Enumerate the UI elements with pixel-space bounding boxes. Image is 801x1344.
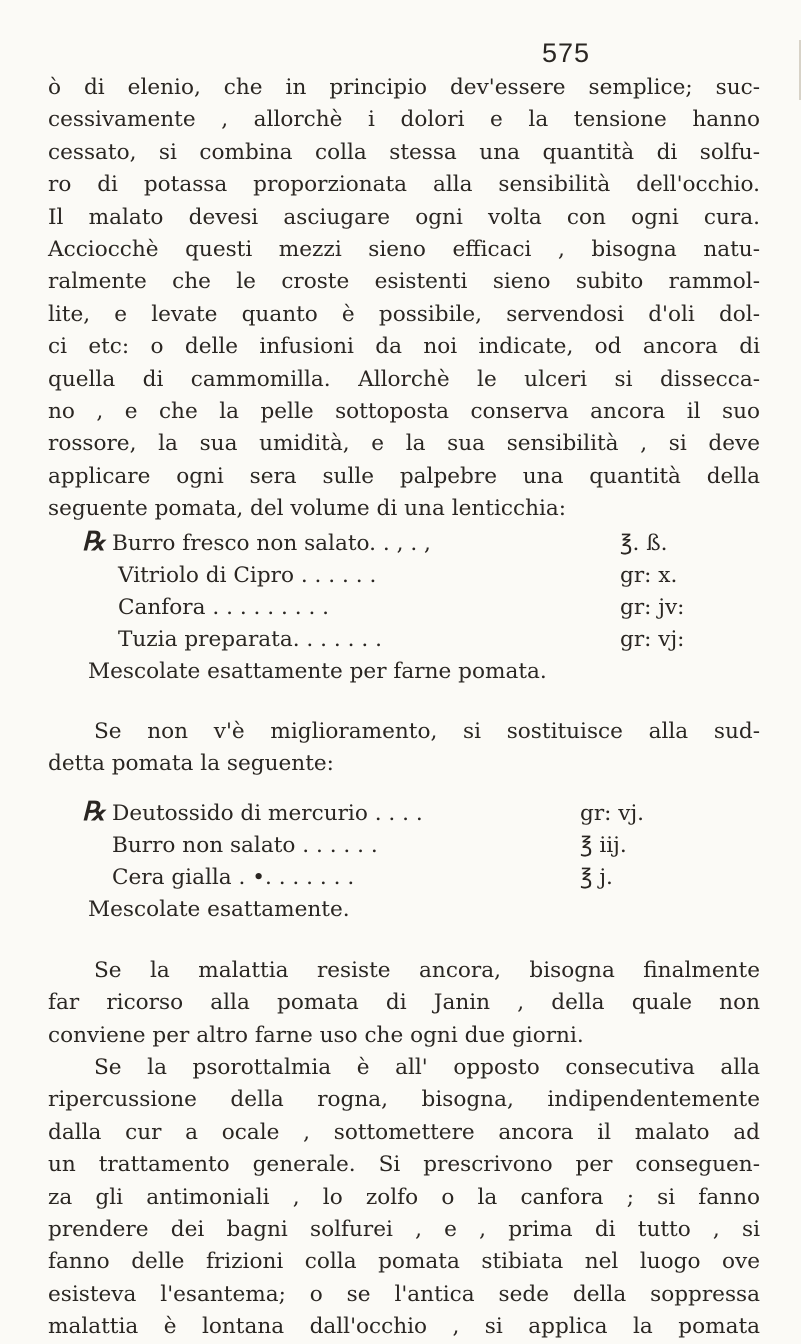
text-line: prendere dei bagni solfurei , e , prima di tutto , si bbox=[48, 1216, 760, 1242]
recipe-ingredient: Deutossido di mercurio . . . . bbox=[112, 801, 423, 826]
text-line: cessato, si combina colla stessa una quantità di solfu- bbox=[48, 139, 760, 165]
text-line: Se non v'è miglioramento, si sostituisce alla sud- bbox=[94, 719, 760, 744]
text-line: Se la psorottalmia è all' opposto consecutiva alla bbox=[94, 1055, 760, 1080]
text-line: conviene per altro farne uso che ogni due giorni. bbox=[48, 1022, 584, 1048]
recipe-ingredient: Burro non salato . . . . . . bbox=[112, 833, 378, 858]
recipe-ingredient: Cera gialla . •. . . . . . . bbox=[112, 865, 355, 890]
text-line: cessivamente , allorchè i dolori e la tensione hanno bbox=[48, 107, 760, 133]
recipe-symbol: ℞ bbox=[82, 797, 106, 827]
paragraph-3 bbox=[48, 955, 760, 1052]
recipe-instruction: Mescolate esattamente per farne pomata. bbox=[88, 659, 547, 684]
text-line: za gli antimoniali , lo zolfo o la canfora ; si fanno bbox=[48, 1184, 760, 1210]
recipe-quantity: ℥ iij. bbox=[580, 833, 627, 858]
recipe-quantity: gr: x. bbox=[620, 563, 678, 588]
paragraph-1 bbox=[48, 72, 760, 525]
text-line: rossore, la sua umidità, e la sua sensibilità , si deve bbox=[48, 431, 760, 457]
text-line: ò di elenio, che in principio dev'essere semplice; suc- bbox=[48, 75, 760, 100]
text-line: Acciocchè questi mezzi sieno efficaci , bisogna natu- bbox=[48, 236, 760, 262]
text-line: dalla cur a ocale , sottomettere ancora il malato ad bbox=[48, 1119, 760, 1145]
recipe-symbol: ℞ bbox=[82, 527, 106, 557]
recipe-instruction: Mescolate esattamente. bbox=[88, 897, 350, 922]
text-line: quella di cammomilla. Allorchè le ulceri si dissecca- bbox=[48, 366, 760, 392]
recipe-quantity: gr: jv: bbox=[620, 595, 685, 620]
recipe-ingredient: Burro fresco non salato. . , . , bbox=[112, 531, 431, 556]
paragraph-2 bbox=[48, 716, 760, 781]
text-line: ripercussione della rogna, bisogna, indipendentemente bbox=[48, 1087, 760, 1113]
text-line: malattia è lontana dall'occhio , si applica la pomata bbox=[48, 1314, 760, 1340]
text-line: detta pomata la seguente: bbox=[48, 751, 334, 777]
text-line: esisteva l'esantema; o se l'antica sede della soppressa bbox=[48, 1281, 760, 1307]
text-line: lite, e levate quanto è possibile, servendosi d'oli dol- bbox=[48, 301, 760, 327]
text-line: fanno delle frizioni colla pomata stibiata nel luogo ove bbox=[48, 1249, 760, 1275]
recipe-ingredient: Canfora . . . . . . . . . bbox=[118, 595, 330, 620]
text-line: Il malato devesi asciugare ogni volta con ogni cura. bbox=[48, 204, 760, 230]
text-line: ralmente che le croste esistenti sieno subito rammol- bbox=[48, 269, 760, 295]
text-line: seguente pomata, del volume di una lenticchia: bbox=[48, 496, 567, 522]
recipe-quantity: gr: vj: bbox=[620, 627, 685, 652]
recipe-quantity: ℥ j. bbox=[580, 865, 613, 890]
text-line: ci etc: o delle infusioni da noi indicate, od ancora di bbox=[48, 334, 760, 360]
text-line: applicare ogni sera sulle palpebre una quantità della bbox=[48, 463, 760, 489]
text-line: un trattamento generale. Si prescrivono per conseguen- bbox=[48, 1152, 760, 1178]
recipe-ingredient: Tuzia preparata. . . . . . . bbox=[118, 627, 382, 652]
text-line: no , e che la pelle sottoposta conserva ancora il suo bbox=[48, 398, 760, 424]
recipe-ingredient: Vitriolo di Cipro . . . . . . bbox=[118, 563, 377, 588]
recipe-quantity: gr: vj. bbox=[580, 801, 645, 826]
recipe-quantity: ℥. ß. bbox=[620, 531, 668, 556]
text-line: far ricorso alla pomata di Janin , della quale non bbox=[48, 990, 760, 1016]
text-line: ro di potassa proporzionata alla sensibilità dell'occhio. bbox=[48, 172, 760, 198]
page-number: 575 bbox=[542, 38, 591, 68]
text-line: Se la malattia resiste ancora, bisogna finalmente bbox=[94, 958, 760, 983]
paragraph-4 bbox=[48, 1052, 760, 1344]
